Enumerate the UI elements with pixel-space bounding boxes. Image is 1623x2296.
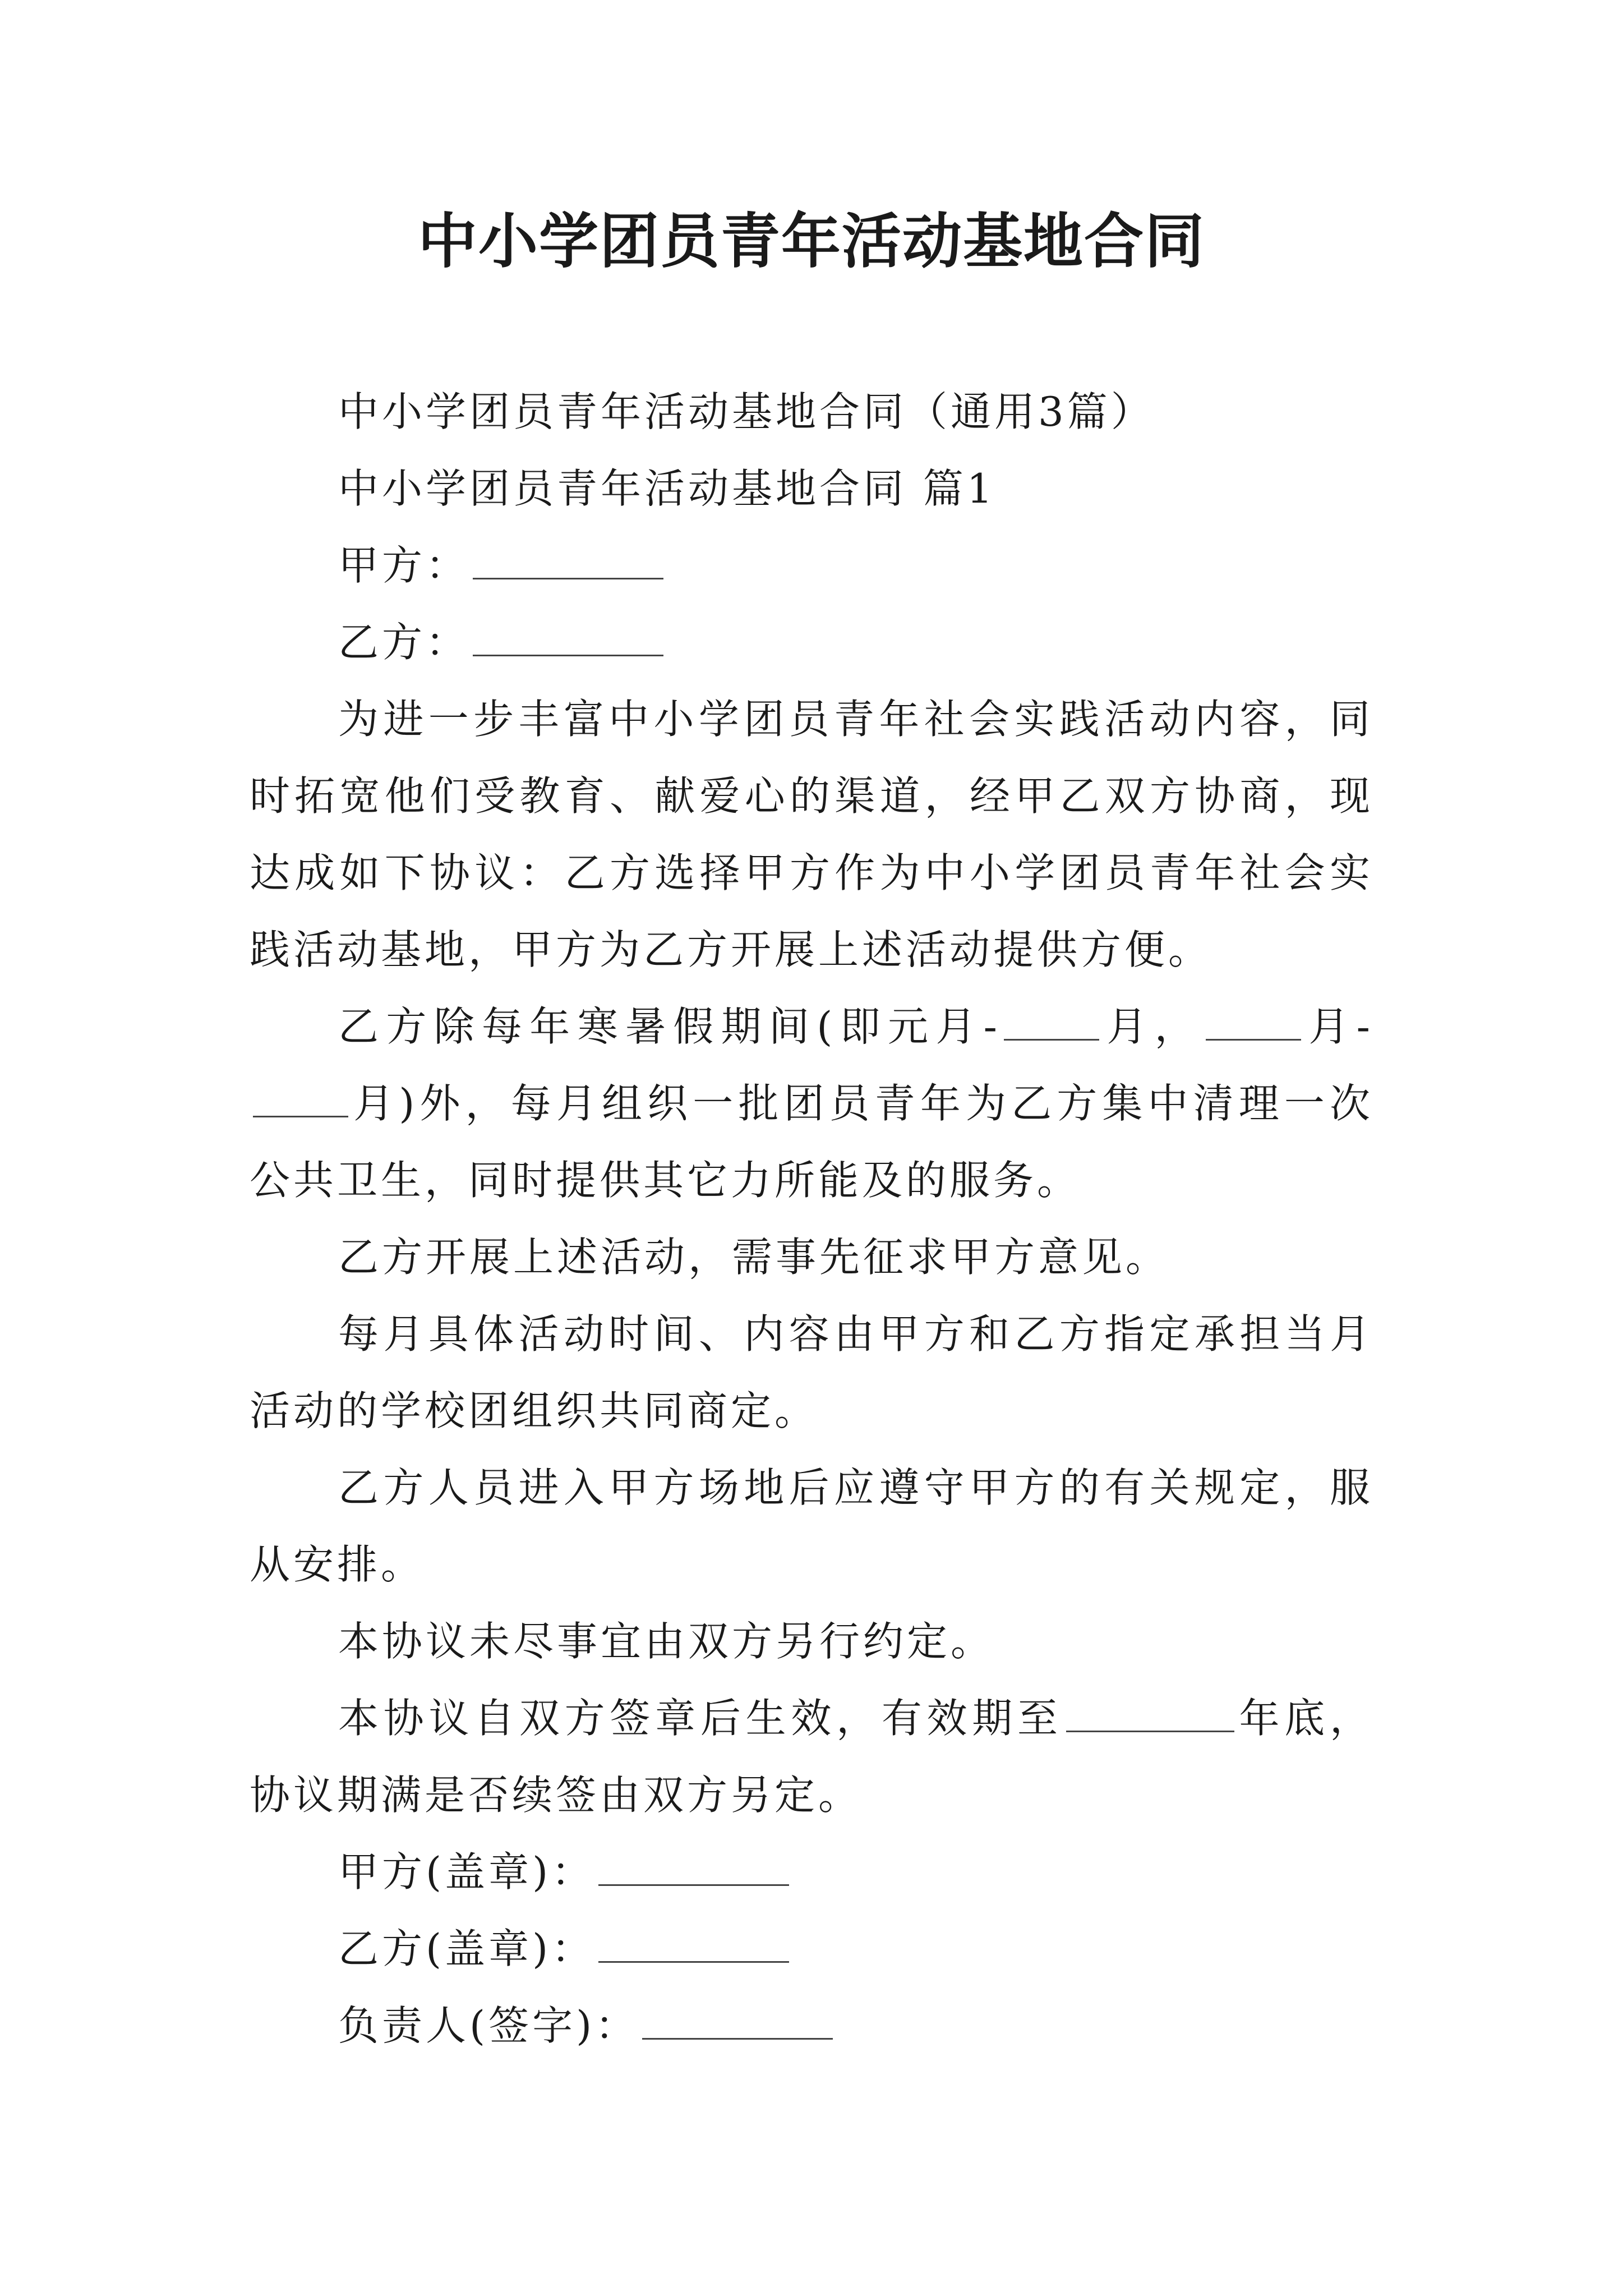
- party-b-blank: [473, 616, 663, 656]
- party-a-line: [250, 527, 1373, 604]
- seal-a-blank: [598, 1846, 789, 1886]
- schedule-blank-1: [1004, 1001, 1099, 1041]
- signer-blank: [642, 2000, 833, 2040]
- schedule-text-4: 月)外，每月组织一批团员青年为乙方集中清理一次公共卫生，同时提供其它力所能及的服务。: [250, 1080, 1373, 1204]
- schedule-blank-2: [1206, 1001, 1301, 1041]
- schedule-text-2: 月，: [1103, 1003, 1202, 1050]
- document-body: [250, 374, 1373, 2064]
- validity-year-blank: [1066, 1692, 1234, 1732]
- document-subtitle: 中小学团员青年活动基地合同（通用3篇）: [338, 388, 1155, 435]
- paragraph-validity: [250, 1680, 1373, 1834]
- schedule-text-3: 月-: [1304, 1003, 1373, 1050]
- party-b-line: [250, 604, 1373, 681]
- seal-b-line: [250, 1911, 1373, 1987]
- signer-line: [250, 1987, 1373, 2064]
- seal-a-label: 甲方(盖章)：: [338, 1848, 596, 1895]
- schedule-blank-3: [253, 1078, 348, 1117]
- paragraph-consult: 乙方开展上述活动，需事先征求甲方意见。: [338, 1234, 1170, 1281]
- seal-b-blank: [598, 1923, 789, 1963]
- party-a-label: 甲方：: [338, 542, 470, 589]
- section-heading: 中小学团员青年活动基地合同 篇1: [338, 465, 996, 512]
- paragraph-rules: 乙方人员进入甲方场地后应遵守甲方的有关规定，服从安排。: [250, 1464, 1373, 1588]
- validity-text-1: 本协议自双方签章后生效，有效期至: [338, 1695, 1063, 1742]
- seal-a-line: [250, 1834, 1373, 1911]
- schedule-text-1: 乙方除每年寒暑假期间(即元月-: [338, 1003, 1001, 1050]
- paragraph-monthly: 每月具体活动时间、内容由甲方和乙方指定承担当月活动的学校团组织共同商定。: [250, 1310, 1373, 1434]
- validity-text-2: 年底，协议期满是否续签由双方另定。: [250, 1695, 1373, 1819]
- paragraph-schedule: [250, 988, 1373, 1219]
- document-title: 中小学团员青年活动基地合同: [418, 206, 1205, 276]
- party-a-blank: [473, 540, 663, 579]
- signer-label: 负责人(签字)：: [338, 2002, 639, 2049]
- paragraph-other: 本协议未尽事宜由双方另行约定。: [338, 1618, 995, 1665]
- party-b-label: 乙方：: [338, 619, 470, 666]
- seal-b-label: 乙方(盖章)：: [338, 1925, 596, 1972]
- paragraph-intro: 为进一步丰富中小学团员青年社会实践活动内容，同时拓宽他们受教育、献爱心的渠道，经甲乙双方协商，现达成如下协议：乙方选择甲方作为中小学团员青年社会实践活动基地，甲方为乙方开展上述活动提供方便。: [250, 696, 1373, 973]
